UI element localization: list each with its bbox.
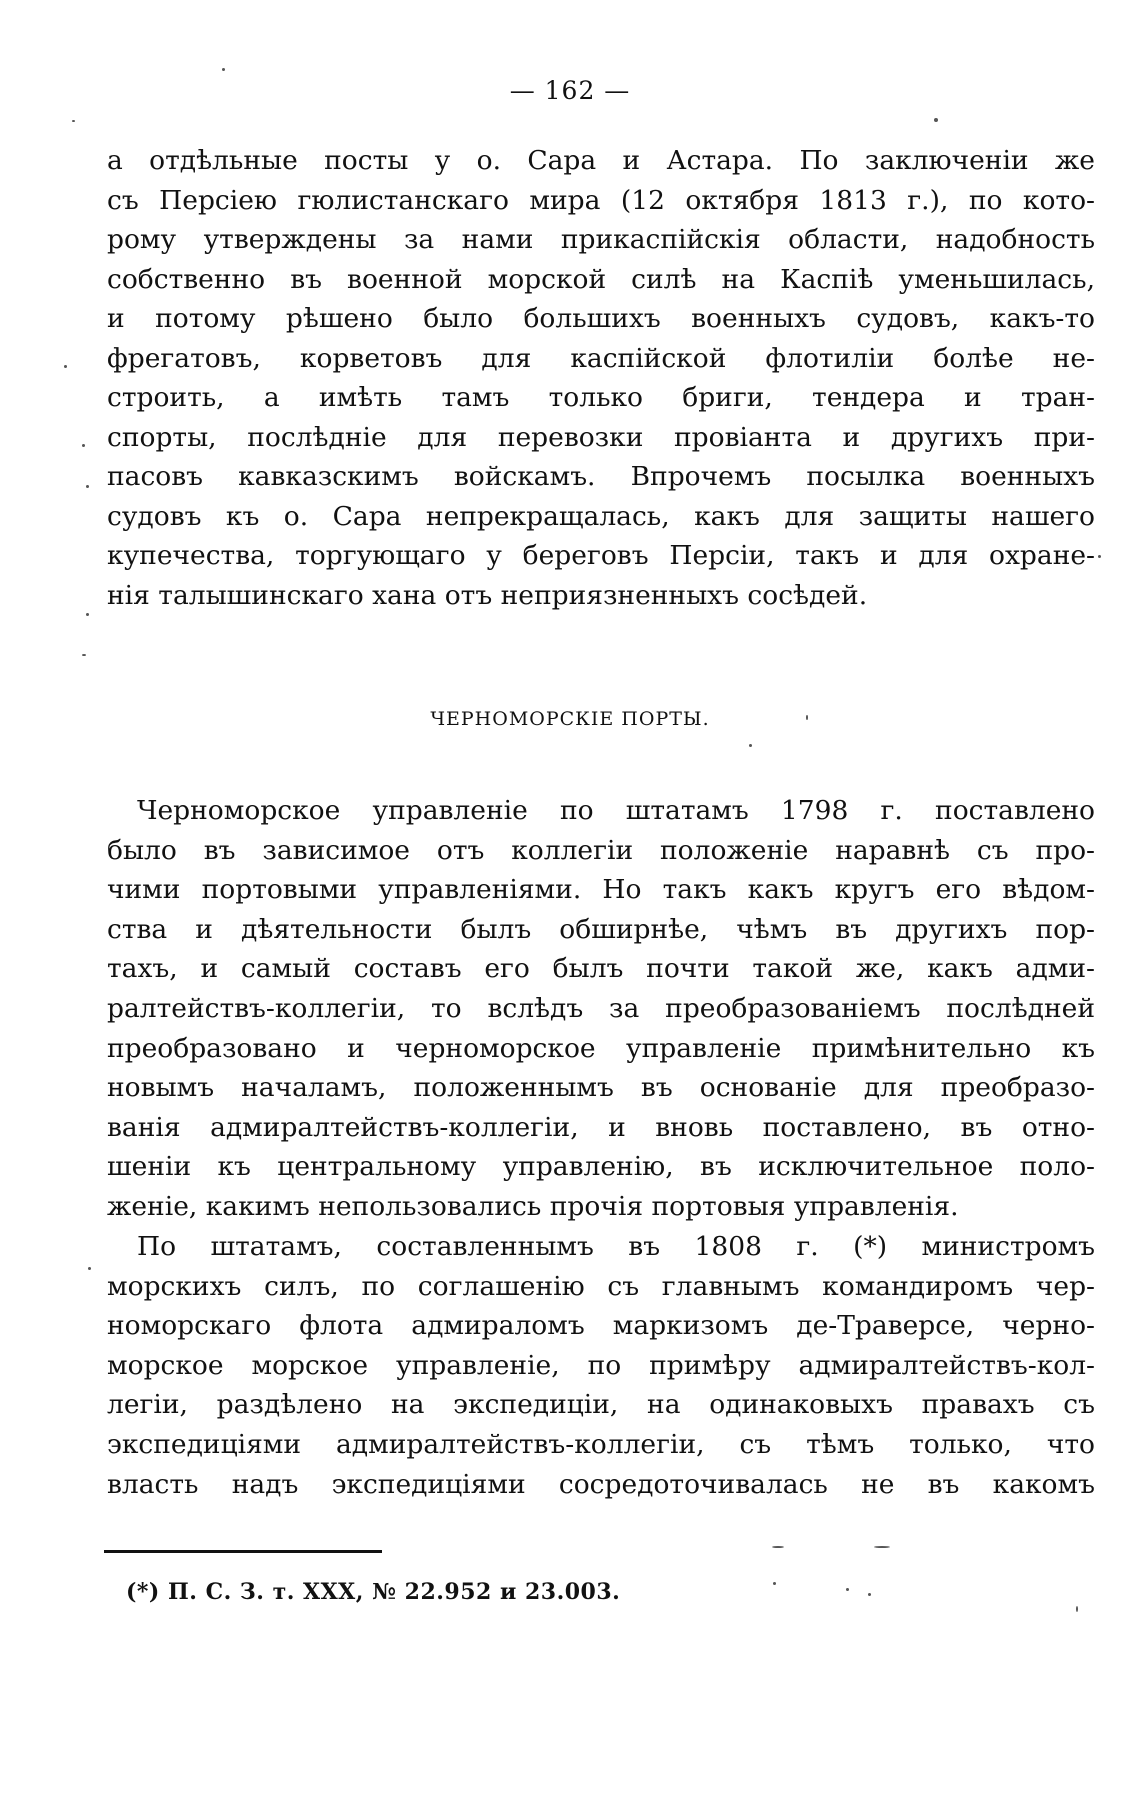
text-line: строить, а имѣть тамъ только бриги, тендера и тран-	[107, 382, 1095, 413]
scan-speck	[1076, 1606, 1078, 1612]
text-line: женіе, какимъ непользовались прочія портовыя управленія.	[107, 1190, 959, 1222]
scan-speck	[1098, 555, 1101, 558]
paragraph-two	[107, 791, 1095, 1227]
paragraph-one	[107, 141, 1095, 615]
text-line: купечества, торгующаго у береговъ Персіи, такъ и для охране-	[107, 540, 1095, 571]
text-line: экспедиціями адмиралтействъ-коллегіи, съ тѣмъ только, что	[107, 1428, 1095, 1460]
text-line: Черноморское управленіе по штатамъ 1798 г. поставлено	[137, 795, 1095, 826]
scan-speck	[86, 485, 89, 488]
text-line: преобразовано и черноморское управленіе примѣнительно къ	[107, 1032, 1095, 1064]
scan-speck	[934, 118, 938, 122]
scan-speck	[88, 1267, 91, 1270]
scan-speck	[82, 654, 86, 656]
scan-speck	[222, 68, 225, 71]
text-line: номорскаго флота адмираломъ маркизомъ де-Траверсе, черно-	[107, 1310, 1095, 1342]
text-line: морскихъ силъ, по соглашенію съ главнымъ командиромъ чер-	[107, 1270, 1095, 1302]
text-line: нія талышинскаго хана отъ неприязненныхъ сосѣдей.	[107, 579, 868, 611]
text-line: пасовъ кавказскимъ войскамъ. Впрочемъ посылка военныхъ	[107, 461, 1095, 492]
text-line: рому утверждены за нами прикаспійскія области, надобность	[107, 224, 1095, 255]
text-line: было въ зависимое отъ коллегіи положеніе наравнѣ съ про-	[107, 834, 1095, 866]
text-line: ралтействъ-коллегіи, то вслѣдъ за преобразованіемъ послѣдней	[107, 992, 1095, 1024]
text-line: легіи, раздѣлено на экспедиціи, на одинаковыхъ правахъ съ	[107, 1389, 1095, 1421]
scan-speck	[868, 1593, 871, 1596]
text-line: шеніи къ центральному управленію, въ исключительное поло-	[107, 1151, 1095, 1183]
text-line: тахъ, и самый составъ его былъ почти такой же, какъ адми-	[107, 953, 1095, 985]
scan-speck	[773, 1582, 776, 1585]
footnote: (*) П. С. З. т. XXX, № 22.952 и 23.003.	[126, 1579, 621, 1605]
text-line: морское морское управленіе, по примѣру адмиралтействъ-кол-	[107, 1349, 1095, 1381]
scan-speck	[846, 1588, 849, 1591]
text-line: собственно въ военной морской силѣ на Каспіѣ уменьшилась,	[107, 263, 1095, 295]
text-line: новымъ началамъ, положеннымъ въ основаніе для преобразо-	[107, 1072, 1095, 1104]
scan-speck	[82, 444, 85, 447]
text-line: ванія адмиралтействъ-коллегіи, и вновь поставлено, въ отно-	[107, 1111, 1095, 1143]
scan-speck	[72, 120, 75, 122]
footnote-divider	[104, 1550, 382, 1553]
text-line: ства и дѣятельности былъ обширнѣе, чѣмъ въ другихъ пор-	[107, 913, 1095, 945]
text-line: чими портовыми управленіями. Но такъ какъ кругъ его вѣдом-	[107, 874, 1095, 906]
page-number: — 162 —	[509, 76, 631, 105]
scan-speck	[749, 744, 752, 747]
text-line: фрегатовъ, корветовъ для каспійской флотиліи болѣе не-	[107, 342, 1095, 374]
text-line: По штатамъ, составленнымъ въ 1808 г. (*) министромъ	[137, 1231, 1095, 1262]
text-line: судовъ къ о. Сара непрекращалась, какъ для защиты нашего	[107, 500, 1095, 532]
section-title: ЧЕРНОМОРСКІЕ ПОРТЫ.	[430, 708, 710, 730]
text-line: и потому рѣшено было большихъ военныхъ судовъ, какъ-то	[107, 303, 1095, 334]
paragraph-three	[107, 1227, 1095, 1504]
scan-speck	[874, 1546, 890, 1548]
text-line: съ Персіею гюлистанскаго мира (12 октября 1813 г.), по кото-	[107, 184, 1095, 216]
scan-speck	[772, 1546, 784, 1548]
scan-speck	[806, 715, 808, 720]
text-line: спорты, послѣдніе для перевозки провіанта и другихъ при-	[107, 421, 1095, 453]
text-line: власть надъ экспедиціями сосредоточивалась не въ какомъ	[107, 1468, 1095, 1500]
scan-speck	[64, 365, 67, 368]
scan-speck	[86, 613, 89, 616]
text-line: а отдѣльные посты у о. Сара и Астара. По заключеніи же	[107, 145, 1095, 176]
